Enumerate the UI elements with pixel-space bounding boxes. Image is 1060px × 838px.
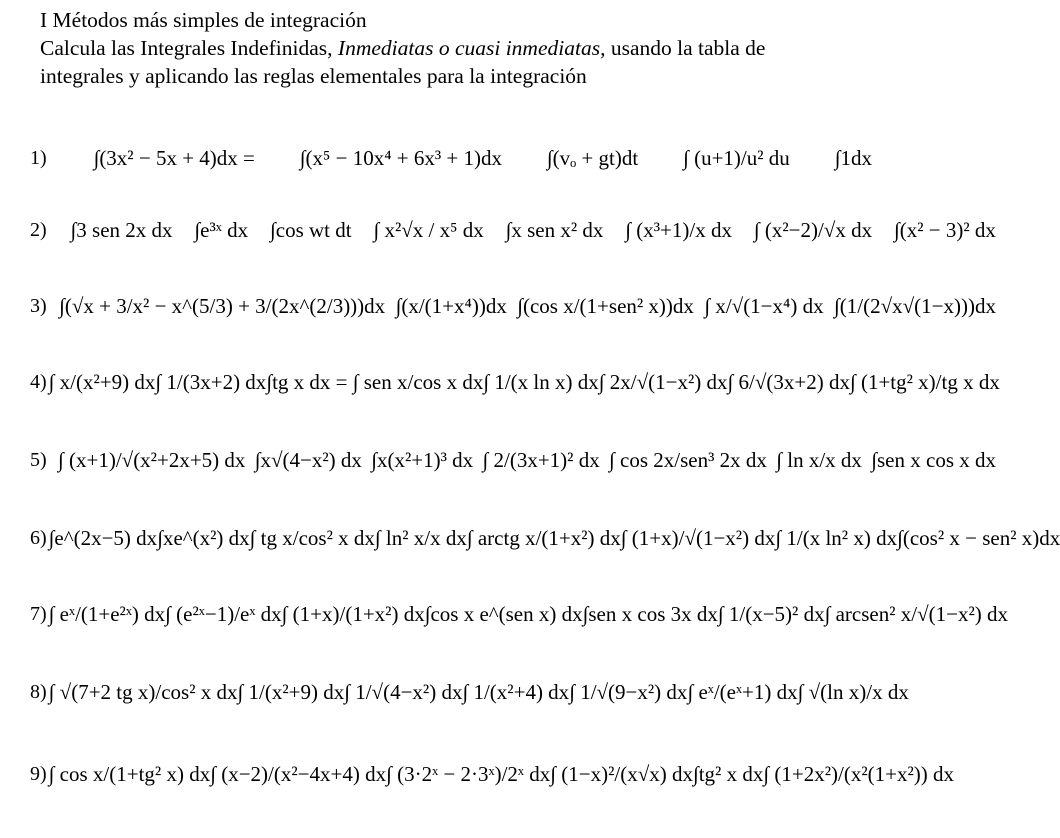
integral-expression: ∫ 1/(x−5)² dx — [717, 601, 825, 626]
exercise-row-7 — [30, 592, 1009, 636]
integral-expression: ∫ (3·2ˣ − 2·3ˣ)/2ˣ dx — [386, 761, 551, 786]
integral-expression: ∫1dx — [834, 145, 872, 170]
integral-expression: ∫ 2x/√(1−x²) dx — [598, 369, 728, 394]
integral-expression: ∫ (1+tg² x)/tg x dx — [849, 369, 1000, 394]
row-label: 3) — [30, 294, 47, 317]
exercise-row-2 — [30, 210, 996, 250]
integral-expression: ∫(vₒ + gt)dt — [546, 145, 639, 170]
integral-expression: ∫ arctg x/(1+x²) dx — [466, 525, 621, 550]
exercise-row-5 — [30, 438, 996, 482]
instructions-italic: Inmediatas o cuasi inmediatas, — [337, 36, 606, 60]
integral-expression: ∫tg x dx = ∫ sen x/cos x dx — [266, 369, 484, 394]
row-label: 8) — [30, 680, 47, 703]
row-label: 1) — [30, 146, 47, 169]
row-label: 5) — [30, 448, 47, 471]
integral-expression: ∫(x⁵ − 10x⁴ + 6x³ + 1)dx — [299, 145, 502, 170]
row-label: 7) — [30, 602, 47, 625]
instructions-text: Calcula las Integrales Indefinidas, — [40, 36, 338, 60]
integral-expression: ∫ (1+x)/√(1−x²) dx — [620, 525, 776, 550]
integral-expression: ∫(3x² − 5x + 4)dx = — [93, 145, 255, 170]
integral-expression: ∫ √(ln x)/x dx — [797, 679, 909, 704]
exercise-row-3 — [30, 282, 996, 330]
integral-expression: ∫(1/(2√x√(1−x)))dx — [834, 293, 996, 318]
integral-expression: ∫xe^(x²) dx — [157, 525, 250, 550]
integral-expression: ∫ cos 2x/sen³ 2x dx — [609, 447, 767, 472]
integral-expression: ∫ x/√(1−x⁴) dx — [704, 293, 824, 318]
integral-expression: ∫ 1/(3x+2) dx — [155, 369, 267, 394]
integral-expression: ∫sen x cos 3x dx — [582, 601, 718, 626]
integral-expression: ∫ (x²−2)/√x dx — [753, 217, 873, 242]
integral-expression: ∫ 1/(x ln² x) dx — [775, 525, 898, 550]
integral-expression: ∫e^(2x−5) dx — [48, 525, 158, 550]
integral-expression: ∫(cos x/(1+sen² x))dx — [517, 293, 694, 318]
integral-expression: ∫ 1/(x ln x) dx — [483, 369, 599, 394]
integral-expression: ∫ x/(x²+9) dx — [48, 369, 156, 394]
row-label: 6) — [30, 526, 47, 549]
exercise-row-1 — [30, 138, 872, 178]
integral-expression: ∫ eˣ/(1+e²ˣ) dx — [48, 601, 166, 626]
integral-expression: ∫ (1−x)²/(x√x) dx — [550, 761, 693, 786]
integral-expression: ∫ (1+2x²)/(x²(1+x²)) dx — [763, 761, 954, 786]
integral-expression: ∫ 2/(3x+1)² dx — [482, 447, 600, 472]
integral-expression: ∫x√(4−x²) dx — [254, 447, 362, 472]
integral-expression: ∫cos x e^(sen x) dx — [424, 601, 583, 626]
integral-expression: ∫e³ˣ dx — [194, 217, 249, 242]
integral-expression: ∫(x² − 3)² dx — [893, 217, 996, 242]
integral-expression: ∫cos wt dt — [270, 217, 352, 242]
integral-expression: ∫ eˣ/(eˣ+1) dx — [687, 679, 798, 704]
integral-expression: ∫ 1/√(9−x²) dx — [569, 679, 688, 704]
exercise-row-8 — [30, 670, 909, 714]
integral-expression: ∫(√x + 3/x² − x^(5/3) + 3/(2x^(2/3)))dx — [59, 293, 386, 318]
instructions-line-2: integrales y aplicando las reglas elementales para la integración — [40, 64, 587, 88]
integral-expression: ∫ (x−2)/(x²−4x+4) dx — [210, 761, 387, 786]
instructions-line-1 — [40, 34, 1000, 62]
integral-expression: ∫ arcsen² x/√(1−x²) dx — [824, 601, 1009, 626]
integral-expression: ∫ (x+1)/√(x²+2x+5) dx — [58, 447, 246, 472]
integral-expression: ∫(cos² x − sen² x)dx — [897, 525, 1060, 550]
integral-expression: ∫ (1+x)/(1+x²) dx — [281, 601, 425, 626]
document-header — [40, 6, 1000, 90]
exercise-row-9 — [30, 752, 954, 796]
integral-expression: ∫ tg x/cos² x dx — [249, 525, 375, 550]
integral-expression: ∫ (e²ˣ−1)/eˣ dx — [165, 601, 282, 626]
row-label: 9) — [30, 762, 47, 785]
exercise-row-6 — [30, 516, 1060, 560]
integral-expression: ∫ ln x/x dx — [776, 447, 862, 472]
integral-expression: ∫ √(7+2 tg x)/cos² x dx — [48, 679, 238, 704]
instructions-text-end: usando la tabla de — [605, 36, 766, 60]
integral-expression: ∫ (x³+1)/x dx — [625, 217, 732, 242]
exercise-row-4 — [30, 360, 1000, 404]
integral-expression: ∫3 sen 2x dx — [70, 217, 173, 242]
integral-expression: ∫tg² x dx — [692, 761, 764, 786]
integral-expression: ∫ 1/(x²+4) dx — [462, 679, 570, 704]
row-label: 4) — [30, 370, 47, 393]
integral-expression: ∫x(x²+1)³ dx — [371, 447, 474, 472]
integral-expression: ∫ ln² x/x dx — [374, 525, 467, 550]
integral-expression: ∫ (u+1)/u² du — [683, 145, 790, 170]
row-label: 2) — [30, 218, 47, 241]
section-title: I Métodos más simples de integración — [40, 8, 367, 32]
integral-expression: ∫ x²√x / x⁵ dx — [373, 217, 484, 242]
integral-expression: ∫(x/(1+x⁴))dx — [395, 293, 507, 318]
integral-expression: ∫sen x cos x dx — [871, 447, 996, 472]
integral-expression: ∫ 6/√(3x+2) dx — [727, 369, 850, 394]
integral-expression: ∫ 1/(x²+9) dx — [237, 679, 345, 704]
integral-expression: ∫ 1/√(4−x²) dx — [344, 679, 463, 704]
integral-expression: ∫x sen x² dx — [505, 217, 604, 242]
integral-expression: ∫ cos x/(1+tg² x) dx — [48, 761, 211, 786]
